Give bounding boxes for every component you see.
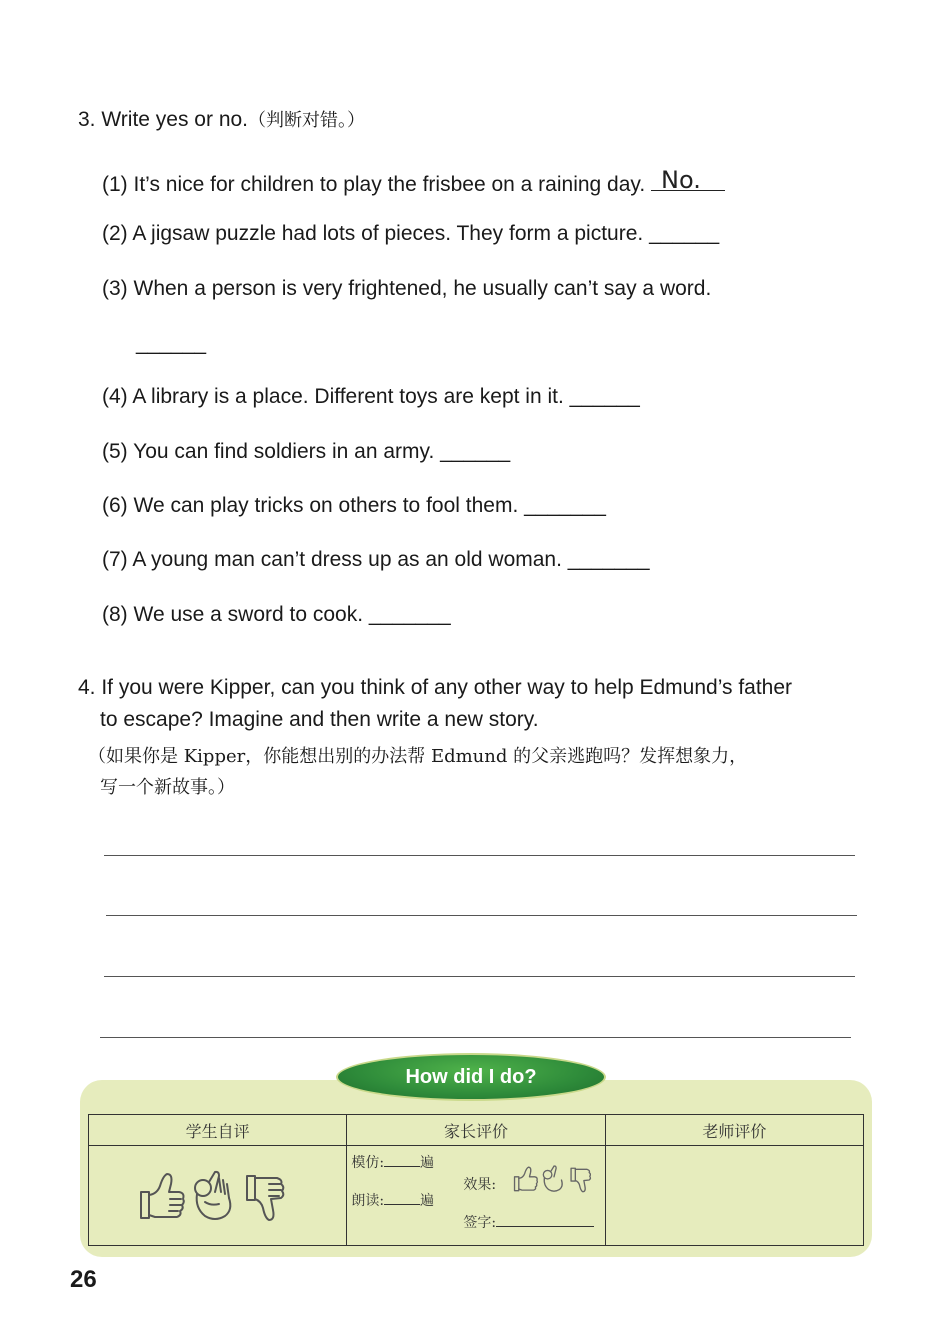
- student-self-eval-header: 学生自评: [89, 1115, 347, 1146]
- writing-line-2[interactable]: [106, 915, 857, 916]
- q3-item-4: [102, 385, 640, 409]
- page-number: 26: [70, 1266, 97, 1293]
- question-4-cn-line-2: 写一个新故事。）: [100, 777, 235, 798]
- q3-item-3: [102, 277, 711, 301]
- question-4-line-2: to escape? Imagine and then write a new story.: [100, 708, 539, 731]
- writing-line-3[interactable]: [104, 976, 855, 977]
- q3-item-8-text: (8) We use a sword to cook.: [102, 603, 364, 626]
- q3-item-6: [102, 494, 606, 518]
- how-did-i-do-banner: [336, 1053, 606, 1101]
- q3-item-5: [102, 440, 510, 464]
- q3-item-7-blank[interactable]: _______: [567, 548, 650, 571]
- q3-item-2-text: (2) A jigsaw puzzle had lots of pieces. They form a picture.: [102, 222, 644, 245]
- question-4-line-1: 4. If you were Kipper, can you think of any other way to help Edmund’s father: [78, 676, 793, 699]
- teacher-eval-cell[interactable]: [605, 1146, 863, 1246]
- q3-item-2: [102, 222, 719, 246]
- sign-field[interactable]: [496, 1212, 594, 1227]
- effect-thumbs-up-icon[interactable]: [515, 1167, 538, 1190]
- q3-item-4-blank[interactable]: ______: [569, 385, 640, 408]
- question-3-title-cn: （判断对错。）: [248, 110, 366, 131]
- question-4-cn-line-1: （如果你是 Kipper，你能想出别的办法帮 Edmund 的父亲逃跑吗？发挥想象力，: [88, 746, 748, 767]
- thumbs-up-icon[interactable]: [141, 1174, 184, 1218]
- ok-hand-icon[interactable]: [195, 1172, 230, 1219]
- q3-item-8: [102, 603, 451, 627]
- sign-row: [463, 1212, 594, 1232]
- imitate-count-field[interactable]: [384, 1152, 420, 1167]
- q3-item-7: [102, 548, 650, 572]
- read-row: [351, 1190, 434, 1210]
- q3-item-5-text: (5) You can find soldiers in an army.: [102, 440, 435, 463]
- read-label: 朗读:: [351, 1193, 385, 1209]
- read-times-label: 遍: [420, 1193, 435, 1209]
- read-count-field[interactable]: [384, 1190, 420, 1205]
- effect-thumbs-down-icon[interactable]: [571, 1168, 590, 1191]
- q3-item-4-text: (4) A library is a place. Different toys are kept in it.: [102, 385, 564, 408]
- q3-item-6-blank[interactable]: _______: [524, 494, 606, 517]
- imitate-label: 模仿:: [351, 1155, 385, 1171]
- q3-item-2-blank[interactable]: ______: [649, 222, 720, 245]
- q3-item-5-blank[interactable]: ______: [440, 440, 511, 463]
- writing-line-4[interactable]: [100, 1037, 851, 1038]
- q3-item-1-answer: No.: [661, 166, 701, 194]
- q3-item-1-text: (1) It’s nice for children to play the frisbee on a raining day.: [102, 173, 646, 196]
- question-3-title: [78, 106, 365, 132]
- q3-item-1-answer-field[interactable]: [651, 166, 725, 194]
- sign-label: 签字:: [463, 1215, 497, 1231]
- imitate-times-label: 遍: [420, 1155, 435, 1171]
- thumbs-down-icon[interactable]: [247, 1176, 283, 1220]
- parent-eval-cell: [347, 1146, 605, 1246]
- question-3-title-en: 3. Write yes or no.: [78, 108, 249, 131]
- how-did-i-do-label: How did I do?: [405, 1065, 537, 1088]
- q3-item-1: [102, 168, 725, 197]
- evaluation-table: [88, 1114, 864, 1246]
- q3-item-8-blank[interactable]: _______: [368, 603, 451, 626]
- q3-item-3-blank[interactable]: ______: [136, 332, 207, 355]
- writing-line-1[interactable]: [104, 855, 855, 856]
- effect-label: 效果:: [463, 1177, 497, 1193]
- parent-eval-header: 家长评价: [347, 1115, 605, 1146]
- effect-ok-hand-icon[interactable]: [544, 1166, 563, 1191]
- imitate-row: [351, 1152, 434, 1172]
- q3-item-7-text: (7) A young man can’t dress up as an old woman.: [102, 548, 562, 571]
- q3-item-6-text: (6) We can play tricks on others to fool them.: [102, 494, 519, 517]
- student-self-eval-cell: [89, 1146, 347, 1246]
- q3-item-3-text: (3) When a person is very frightened, he usually can’t say a word.: [102, 277, 712, 300]
- teacher-eval-header: 老师评价: [605, 1115, 863, 1146]
